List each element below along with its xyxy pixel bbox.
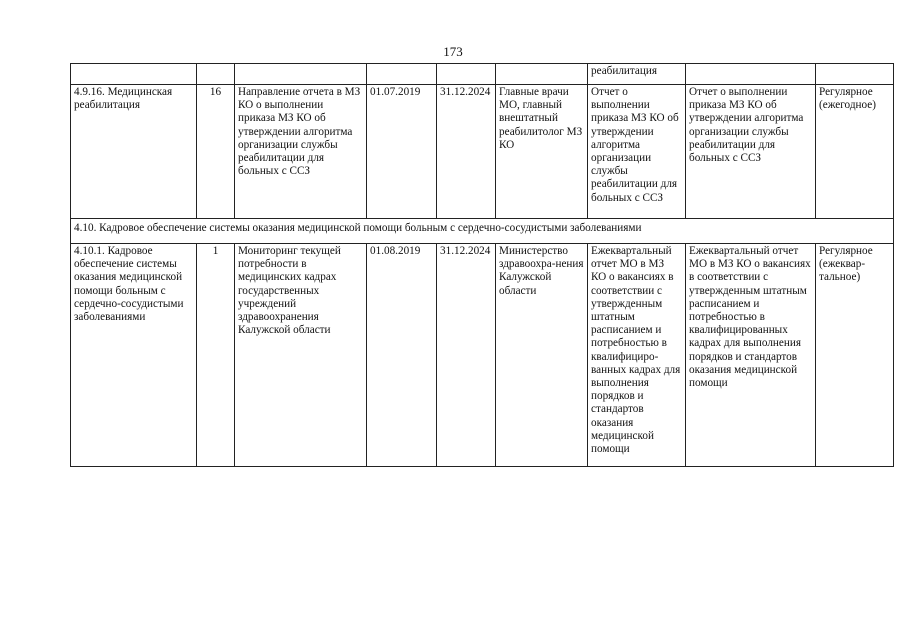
cell-frequency: Регулярное (ежеквар-тальное) [816,244,894,467]
cell-name: 4.9.16. Медицинская реабилитация [71,85,197,219]
cell-empty [367,64,437,85]
cell-result: реабилитация [588,64,686,85]
cell-executor: Главные врачи МО, главный внештатный реабилитолог МЗ КО [496,85,588,219]
cell-executor: Министерство здравоохра-нения Калужской области [496,244,588,467]
section-heading-row [71,219,894,244]
cell-empty [197,64,235,85]
table-row [71,85,894,219]
section-title: 4.10. Кадровое обеспечение системы оказания медицинской помощи больным с сердечно-сосудистыми заболеваниями [71,219,894,244]
cell-result: Отчет о выполнении приказа МЗ КО об утверждении алгоритма организации службы реабилитации для больных с ССЗ [588,85,686,219]
cell-end-date: 31.12.2024 [437,244,496,467]
cell-empty [437,64,496,85]
table-row-continuation [71,64,894,85]
cell-name: 4.10.1. Кадровое обеспечение системы оказания медицинской помощи больным с сердечно-сосудистыми заболеваниями [71,244,197,467]
cell-start-date: 01.08.2019 [367,244,437,467]
cell-empty [235,64,367,85]
cell-empty [686,64,816,85]
page-number: 173 [443,44,463,59]
cell-empty [816,64,894,85]
table-row [71,244,894,467]
cell-control: Ежеквартальный отчет МО в МЗ КО о вакансиях в соответствии с утвержденным штатным расписанием и потребностью в квалифицированных кадрах для выполнения порядков и стандартов оказания медицинской помощи [686,244,816,467]
cell-frequency: Регулярное (ежегодное) [816,85,894,219]
cell-number: 1 [197,244,235,467]
cell-end-date: 31.12.2024 [437,85,496,219]
cell-control: Отчет о выполнении приказа МЗ КО об утверждении алгоритма организации службы реабилитации для больных с ССЗ [686,85,816,219]
cell-empty [71,64,197,85]
measures-table [70,63,894,467]
cell-result: Ежеквартальный отчет МО в МЗ КО о вакансиях в соответствии с утвержденным штатным расписанием и потребностью в квалифициро-ванных кадрах для выполнения порядков и стандартов оказания медицинской помощи [588,244,686,467]
cell-measure: Направление отчета в МЗ КО о выполнении приказа МЗ КО об утверждении алгоритма организации службы реабилитации для больных с ССЗ [235,85,367,219]
cell-empty [496,64,588,85]
cell-number: 16 [197,85,235,219]
cell-measure: Мониторинг текущей потребности в медицинских кадрах государственных учреждений здравоохранения Калужской области [235,244,367,467]
cell-start-date: 01.07.2019 [367,85,437,219]
